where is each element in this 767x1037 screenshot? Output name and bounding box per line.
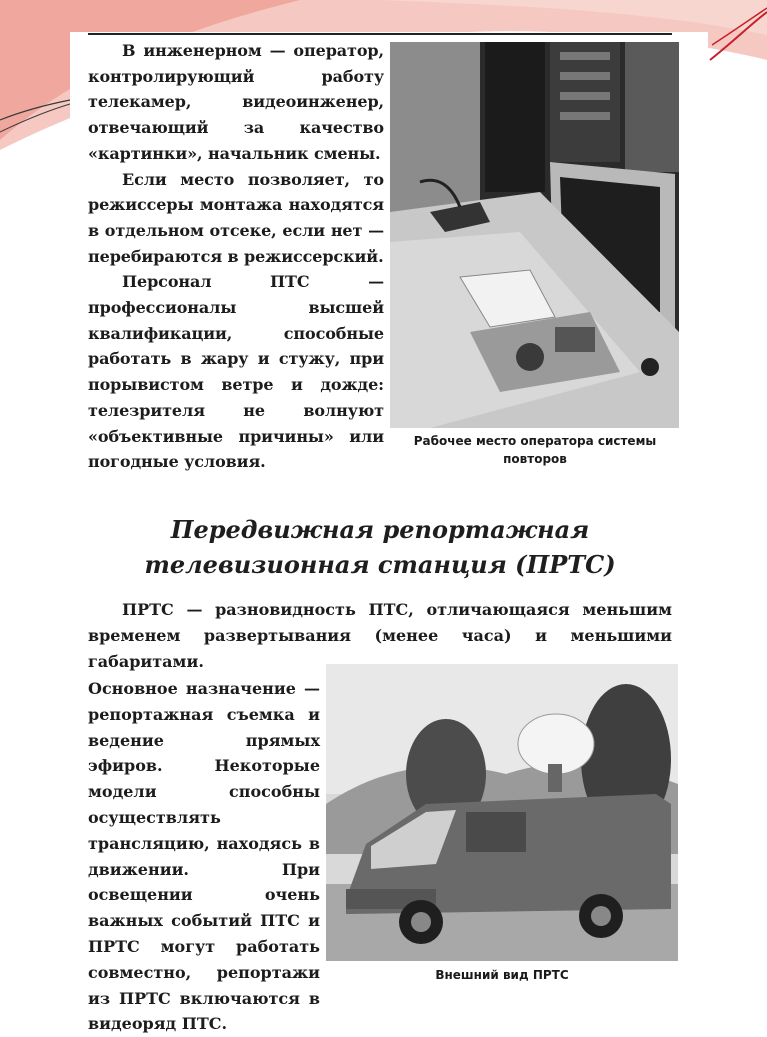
section-heading — [88, 512, 672, 582]
heading-line-2: телевизионная станция (ПРТС) — [144, 550, 616, 579]
workstation-illustration — [390, 42, 679, 428]
prts-van-photo — [326, 664, 678, 961]
photo-caption-van: Внешний вид ПРТС — [435, 968, 569, 982]
operator-workstation-photo — [390, 42, 679, 428]
body-paragraph — [88, 676, 320, 1037]
heading-line-1: Передвижная репортажная — [170, 515, 590, 544]
paragraph-engineering: В инженерном — оператор, контролирующий работу телекамер, видеоинженер, отвечающий за качество «картинки», начальник смены. — [88, 41, 384, 163]
paragraph-editors: Если место позволяет, то режиссеры монтажа находятся в отдельном отсеке, если нет — перебираются в режиссерский. — [88, 169, 384, 266]
paragraph-staff: Персонал ПТС — профессионалы высшей квалификации, способные работать в жару и стужу, при порывистом ветре и дожде: телезрителя не волнуют «объективные причины» или погодные условия. — [88, 272, 384, 472]
intro-text: ПРТС — разновидность ПТС, отличающаяся меньшим временем развертывания (менее часа) и меньшими габаритами. — [88, 600, 672, 671]
top-text-column — [88, 38, 384, 475]
van-illustration — [326, 664, 678, 961]
top-rule — [88, 33, 672, 35]
body-text: Основное назначение — репортажная съемка и ведение прямых эфиров. Некоторые модели способны осуществлять трансляцию, находясь в движении. При освещении очень важных событий ПТС и ПРТС могут работать совместно, репортажи из ПРТС включаются в видеоряд ПТС. — [88, 679, 320, 1034]
photo-caption-workstation: Рабочее место оператора системы повторов — [413, 434, 657, 466]
